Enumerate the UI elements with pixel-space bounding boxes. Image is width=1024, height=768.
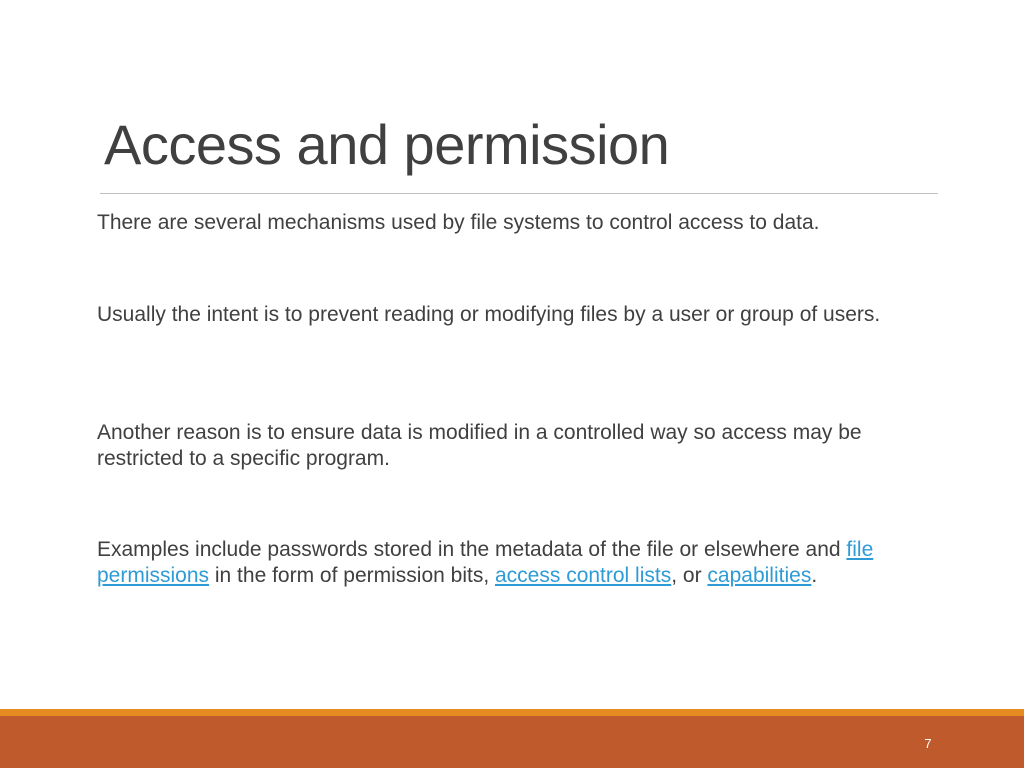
examples-text-3: , or	[671, 564, 708, 587]
access-control-lists-link[interactable]: access control lists	[495, 564, 672, 587]
page-number: 7	[924, 736, 932, 751]
paragraph-intent: Usually the intent is to prevent reading or modifying files by a user or group of users.	[97, 303, 881, 326]
capabilities-link[interactable]: capabilities	[707, 564, 812, 587]
examples-text-2: in the form of permission bits,	[209, 564, 495, 587]
paragraph-examples	[97, 537, 947, 589]
slide-title: Access and permission	[104, 113, 670, 176]
paragraph-reason: Another reason is to ensure data is modified in a controlled way so access may be restricted to a specific program.	[97, 421, 862, 470]
title-divider	[100, 193, 938, 194]
footer-accent-line	[0, 709, 1024, 716]
examples-text-1: Examples include passwords stored in the metadata of the file or elsewhere and	[97, 538, 847, 561]
footer-bar	[0, 716, 1024, 768]
examples-text-4: .	[811, 564, 818, 587]
paragraph-mechanisms: There are several mechanisms used by file systems to control access to data.	[97, 211, 820, 234]
file-permissions-link[interactable]: file permissions	[97, 538, 874, 587]
